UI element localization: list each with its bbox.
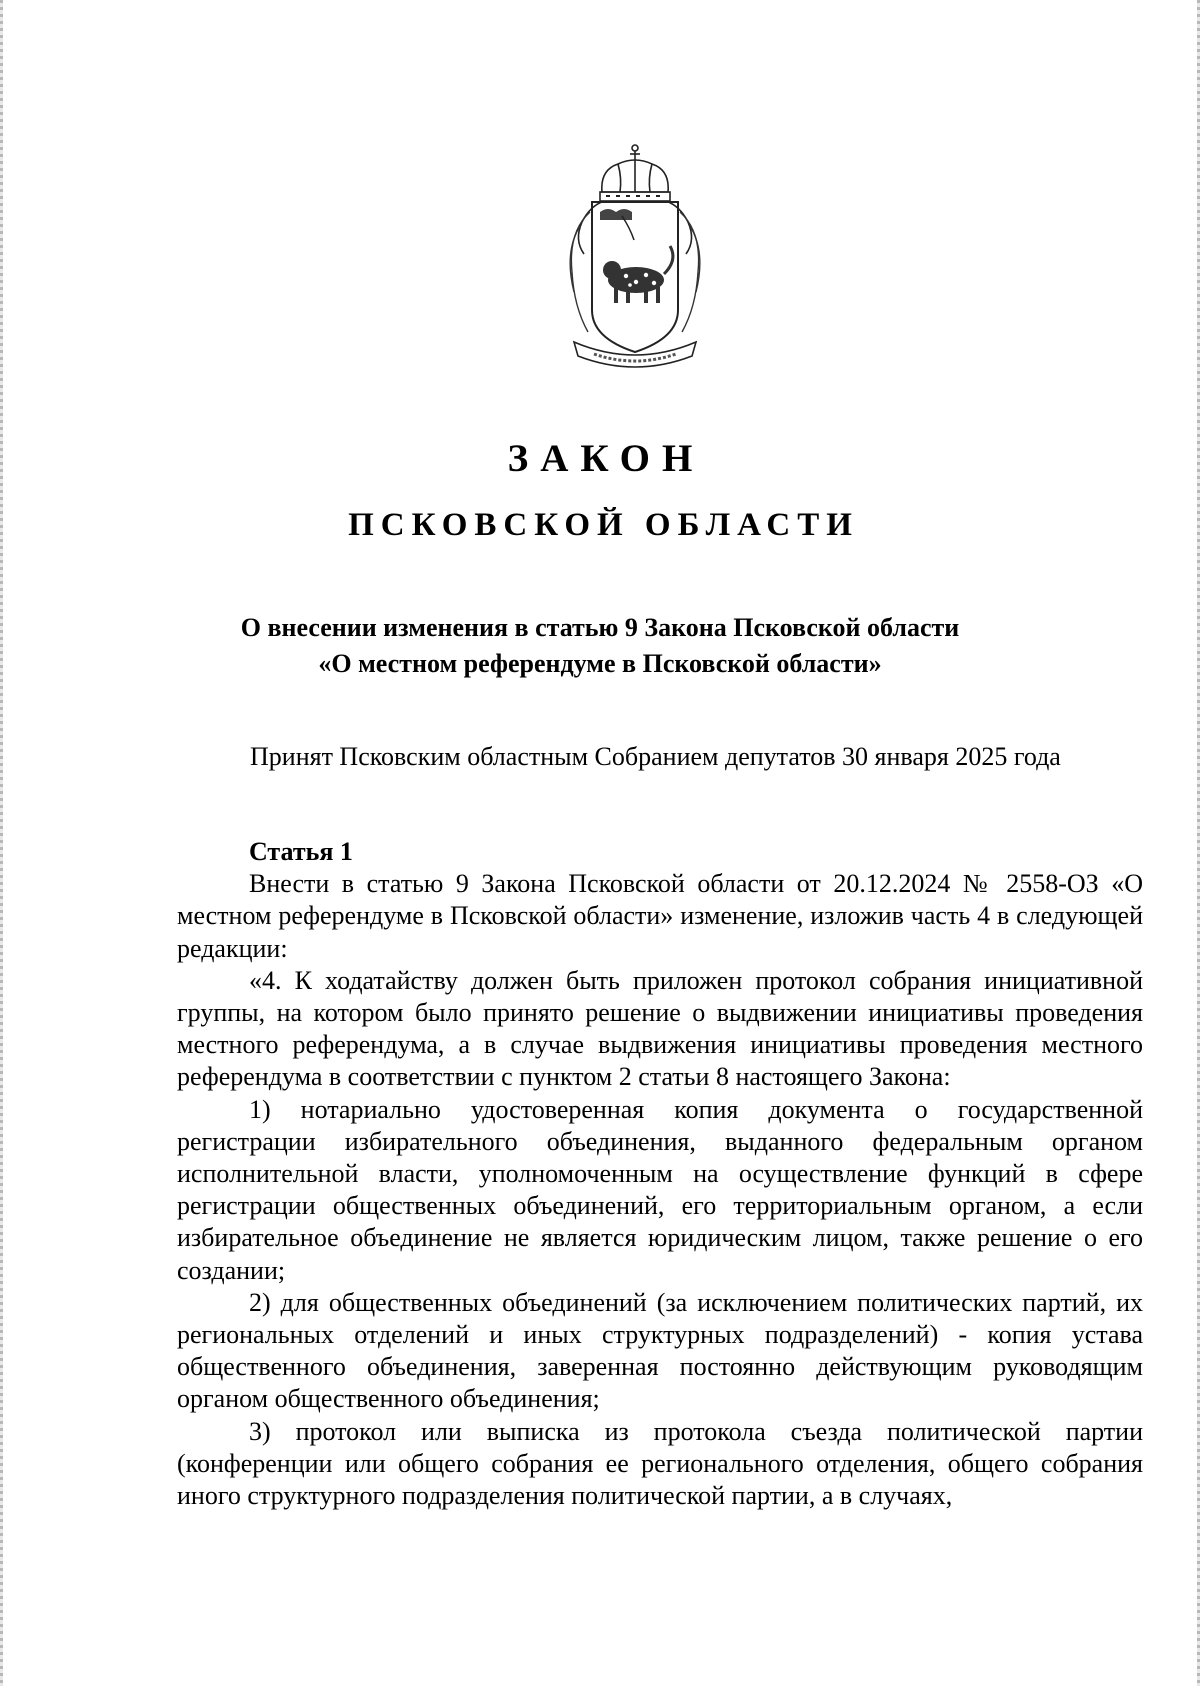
article-title: Статья 1 <box>249 837 353 866</box>
law-heading-line-2: «О местном референдуме в Псковской области» <box>318 649 882 678</box>
paragraph: 3) протокол или выписка из протокола съезда политической партии (конференции или общего собрания ее регионального отделения, общего собрания иного структурного подразделения политической партии, а в случаях, <box>177 1416 1143 1511</box>
document-title: ЗАКОН <box>507 437 705 480</box>
adoption-note: Принят Псковским областным Собранием депутатов 30 января 2025 года <box>250 742 1061 771</box>
coat-of-arms-emblem-icon <box>560 142 710 377</box>
paragraph: 2) для общественных объединений (за исключением политических партий, их региональных отделений и иных структурных подразделений) - копия устава общественного объединения, заверенная постоянно действующим руководящим органом общественного объединения; <box>177 1287 1143 1414</box>
scan-edge-left <box>0 0 3 1686</box>
document-subtitle: ПСКОВСКОЙ ОБЛАСТИ <box>348 507 859 543</box>
law-body <box>177 836 1143 1512</box>
paragraph: Внести в статью 9 Закона Псковской области от 20.12.2024 № 2558-ОЗ «О местном референдуме в Псковской области» изменение, изложив часть 4 в следующей редакции: <box>177 869 1143 963</box>
law-heading <box>0 610 1200 682</box>
paragraph: «4. К ходатайству должен быть приложен протокол собрания инициативной группы, на котором было принято решение о выдвижении инициативы проведения местного референдума, а в случае выдвижения инициативы проведения местного референдума в соответствии с пунктом 2 статьи 8 настоящего Закона: <box>177 965 1143 1092</box>
law-heading-line-1: О внесении изменения в статью 9 Закона Псковской области <box>240 613 960 642</box>
paragraph: 1) нотариально удостоверенная копия документа о государственной регистрации избирательного объединения, выданного федеральным органом исполнительной власти, уполномоченным на осуществление функций в сфере регистрации общественных объединений, его территориальным органом, а если избирательное объединение не является юридическим лицом, также решение о его создании; <box>177 1094 1143 1285</box>
